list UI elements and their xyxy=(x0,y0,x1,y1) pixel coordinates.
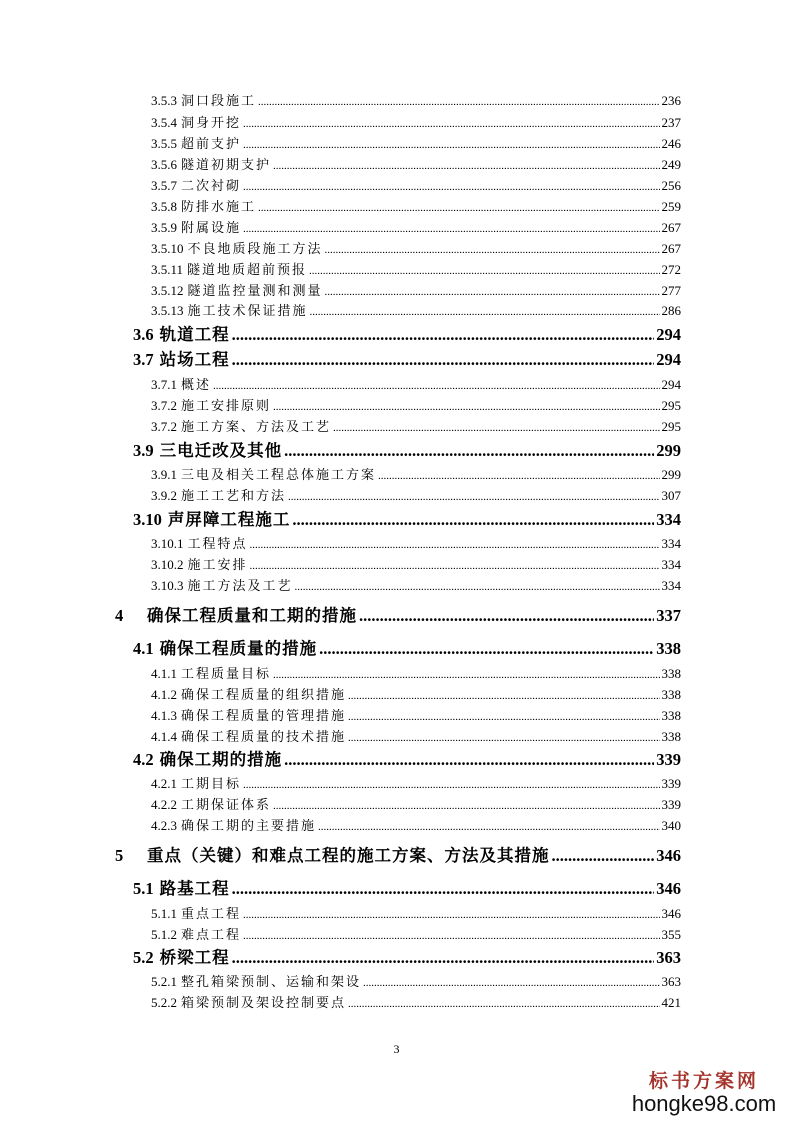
toc-subsection-entry[interactable] xyxy=(151,684,681,704)
toc-entry-title: 声屏障工程施工 xyxy=(167,510,291,529)
toc-entry-title: 施工安排 xyxy=(187,557,248,572)
toc-dot-leader xyxy=(333,419,659,435)
toc-entry-title: 整孔箱梁预制、运输和架设 xyxy=(181,974,362,989)
toc-entry-page: 334 xyxy=(661,557,681,572)
toc-entry-page: 237 xyxy=(661,115,681,130)
toc-entry-number: 3.5.5 xyxy=(151,136,177,151)
toc-entry-number: 3.7.2 xyxy=(151,398,177,413)
toc-entry-number: 5.1.1 xyxy=(151,906,177,921)
toc-entry-title: 施工方法及工艺 xyxy=(187,578,293,593)
toc-dot-leader xyxy=(310,303,660,319)
toc-dot-leader xyxy=(318,818,659,834)
toc-dot-leader xyxy=(309,262,659,278)
toc-dot-leader xyxy=(250,536,660,552)
toc-entry-title: 超前支护 xyxy=(181,136,242,151)
toc-entry-page: 363 xyxy=(656,948,681,967)
page-number: 3 xyxy=(393,1042,400,1056)
toc-subsection-entry[interactable] xyxy=(151,575,681,595)
toc-subsection-entry[interactable] xyxy=(151,374,681,394)
toc-dot-leader xyxy=(284,441,654,461)
toc-dot-leader xyxy=(348,708,659,724)
toc-entry-page: 294 xyxy=(661,377,681,392)
toc-entry-page: 339 xyxy=(661,797,681,812)
toc-chapter-entry[interactable] xyxy=(115,842,681,866)
toc-entry-page: 299 xyxy=(656,441,681,460)
toc-entry-title: 确保工程质量和工期的措施 xyxy=(147,606,357,625)
toc-entry-title: 箱梁预制及架设控制要点 xyxy=(181,995,347,1010)
toc-entry-title: 附属设施 xyxy=(181,220,242,235)
toc-subsection-entry[interactable] xyxy=(151,815,681,835)
toc-subsection-entry[interactable] xyxy=(151,280,681,300)
toc-dot-leader xyxy=(325,241,660,257)
toc-entry-number: 3.7.1 xyxy=(151,377,177,392)
toc-entry-page: 267 xyxy=(661,241,681,256)
toc-entry-page: 267 xyxy=(661,220,681,235)
toc-subsection-entry[interactable] xyxy=(151,903,681,923)
toc-entry-page: 421 xyxy=(661,995,681,1010)
toc-entry-number: 4.2.2 xyxy=(151,797,177,812)
toc-subsection-entry[interactable] xyxy=(151,196,681,216)
toc-entry-number: 3.10.1 xyxy=(151,536,184,551)
toc-entry-title: 三电迁改及其他 xyxy=(159,441,283,460)
toc-chapter-entry[interactable] xyxy=(115,602,681,626)
toc-dot-leader xyxy=(250,557,660,573)
toc-entry-number: 3.9.1 xyxy=(151,467,177,482)
toc-entry-page: 272 xyxy=(661,262,681,277)
toc-entry-number: 5.1.2 xyxy=(151,927,177,942)
toc-section-entry[interactable] xyxy=(133,437,681,461)
toc-entry-title: 隧道监控量测和测量 xyxy=(187,283,323,298)
toc-entry-number: 5.2.1 xyxy=(151,974,177,989)
toc-dot-leader xyxy=(243,927,659,943)
toc-dot-leader xyxy=(295,578,660,594)
toc-entry-title: 施工技术保证措施 xyxy=(187,303,308,318)
toc-subsection-entry[interactable] xyxy=(151,726,681,746)
toc-subsection-entry[interactable] xyxy=(151,259,681,279)
toc-entry-title: 不良地质段施工方法 xyxy=(187,241,323,256)
toc-entry-page: 346 xyxy=(656,846,681,865)
toc-entry-page: 246 xyxy=(661,136,681,151)
toc-subsection-entry[interactable] xyxy=(151,773,681,793)
toc-entry-page: 307 xyxy=(661,488,681,503)
toc-entry-number: 3.9 xyxy=(133,441,154,460)
toc-entry-number: 4.2.3 xyxy=(151,818,177,833)
toc-section-entry[interactable] xyxy=(133,506,681,530)
toc-entry-page: 286 xyxy=(661,303,681,318)
toc-entry-title: 确保工期的措施 xyxy=(159,750,283,769)
toc-entry-number: 4.2 xyxy=(133,750,154,769)
toc-entry-page: 256 xyxy=(661,178,681,193)
toc-subsection-entry[interactable] xyxy=(151,238,681,258)
toc-entry-number: 3.5.13 xyxy=(151,303,184,318)
toc-dot-leader xyxy=(273,157,659,173)
toc-entry-title: 确保工期的主要措施 xyxy=(181,818,317,833)
watermark-logo xyxy=(629,1066,779,1117)
toc-subsection-entry[interactable] xyxy=(151,90,681,110)
toc-entry-page: 339 xyxy=(661,776,681,791)
toc-entry-page: 334 xyxy=(661,578,681,593)
toc-dot-leader xyxy=(363,974,659,990)
toc-entry-page: 259 xyxy=(661,199,681,214)
toc-entry-title: 施工方案、方法及工艺 xyxy=(181,419,332,434)
toc-subsection-entry[interactable] xyxy=(151,794,681,814)
toc-entry-number: 3.7.2 xyxy=(151,419,177,434)
toc-entry-title: 确保工程质量的措施 xyxy=(159,639,318,658)
toc-entry-number: 3.6 xyxy=(133,325,154,344)
toc-entry-number: 5.2.2 xyxy=(151,995,177,1010)
toc-entry-title: 工程质量目标 xyxy=(181,666,272,681)
toc-entry-page: 340 xyxy=(661,818,681,833)
toc-entry-title: 洞口段施工 xyxy=(181,93,257,108)
toc-entry-title: 确保工程质量的技术措施 xyxy=(181,729,347,744)
toc-entry-number: 5.1 xyxy=(133,879,154,898)
toc-subsection-entry[interactable] xyxy=(151,464,681,484)
toc-entry-title: 路基工程 xyxy=(159,879,230,898)
toc-entry-title: 工期保证体系 xyxy=(181,797,272,812)
toc-subsection-entry[interactable] xyxy=(151,416,681,436)
toc-dot-leader xyxy=(258,93,659,109)
toc-entry-number: 3.10 xyxy=(133,510,162,529)
toc-entry-page: 294 xyxy=(656,325,681,344)
toc-entry-page: 294 xyxy=(656,350,681,369)
toc-entry-page: 339 xyxy=(656,750,681,769)
toc-dot-leader xyxy=(213,377,659,393)
toc-subsection-entry[interactable] xyxy=(151,924,681,944)
toc-entry-number: 4.1.3 xyxy=(151,708,177,723)
toc-subsection-entry[interactable] xyxy=(151,217,681,237)
toc-entry-page: 249 xyxy=(661,157,681,172)
toc-section-entry[interactable] xyxy=(133,346,681,370)
toc-entry-page: 277 xyxy=(661,283,681,298)
toc-dot-leader xyxy=(325,283,660,299)
toc-entry-number: 3.10.3 xyxy=(151,578,184,593)
toc-dot-leader xyxy=(378,467,659,483)
toc-entry-title: 施工工艺和方法 xyxy=(181,488,287,503)
toc-entry-number: 4.1.4 xyxy=(151,729,177,744)
toc-dot-leader xyxy=(232,325,655,345)
toc-subsection-entry[interactable] xyxy=(151,705,681,725)
toc-entry-page: 338 xyxy=(661,729,681,744)
watermark-url: hongke98.com xyxy=(631,1091,777,1116)
toc-entry-number: 3.5.6 xyxy=(151,157,177,172)
toc-dot-leader xyxy=(348,729,659,745)
toc-dot-leader xyxy=(273,398,659,414)
toc-dot-leader xyxy=(319,639,654,659)
toc-entry-number: 3.5.7 xyxy=(151,178,177,193)
toc-entry-page: 338 xyxy=(661,666,681,681)
toc-entry-page: 355 xyxy=(661,927,681,942)
toc-entry-page: 338 xyxy=(661,708,681,723)
toc-section-entry[interactable] xyxy=(133,944,681,968)
toc-dot-leader xyxy=(243,906,659,922)
toc-entry-page: 337 xyxy=(656,606,681,625)
toc-entry-number: 3.10.2 xyxy=(151,557,184,572)
toc-entry-title: 难点工程 xyxy=(181,927,242,942)
toc-entry-title: 三电及相关工程总体施工方案 xyxy=(181,467,377,482)
toc-entry-title: 隧道地质超前预报 xyxy=(187,262,308,277)
toc-dot-leader xyxy=(243,115,659,131)
toc-section-entry[interactable] xyxy=(133,746,681,770)
toc-entry-number: 3.5.10 xyxy=(151,241,184,256)
toc-entry-title: 站场工程 xyxy=(159,350,230,369)
toc-entry-number: 4 xyxy=(115,606,124,625)
toc-subsection-entry[interactable] xyxy=(151,154,681,174)
toc-entry-page: 338 xyxy=(656,639,681,658)
toc-entry-number: 3.5.12 xyxy=(151,283,184,298)
toc-subsection-entry[interactable] xyxy=(151,133,681,153)
toc-entry-title: 二次衬砌 xyxy=(181,178,242,193)
toc-dot-leader xyxy=(292,510,654,530)
toc-entry-number: 3.5.3 xyxy=(151,93,177,108)
toc-dot-leader xyxy=(243,776,659,792)
toc-dot-leader xyxy=(273,797,659,813)
toc-entry-page: 295 xyxy=(661,398,681,413)
toc-entry-number: 3.5.8 xyxy=(151,199,177,214)
toc-entry-number: 4.2.1 xyxy=(151,776,177,791)
toc-entry-page: 334 xyxy=(656,510,681,529)
toc-dot-leader xyxy=(284,750,654,770)
toc-entry-number: 5.2 xyxy=(133,948,154,967)
toc-dot-leader xyxy=(552,846,655,866)
toc-entry-title: 隧道初期支护 xyxy=(181,157,272,172)
toc-dot-leader xyxy=(232,350,655,370)
toc-entry-page: 299 xyxy=(661,467,681,482)
toc-entry-title: 确保工程质量的组织措施 xyxy=(181,687,347,702)
toc-entry-title: 工期目标 xyxy=(181,776,242,791)
toc-section-entry[interactable] xyxy=(133,635,681,659)
toc-entry-title: 确保工程质量的管理措施 xyxy=(181,708,347,723)
toc-entry-number: 3.5.4 xyxy=(151,115,177,130)
toc-dot-leader xyxy=(258,199,659,215)
toc-dot-leader xyxy=(243,178,659,194)
toc-dot-leader xyxy=(359,606,654,626)
toc-subsection-entry[interactable] xyxy=(151,300,681,320)
toc-dot-leader xyxy=(273,666,659,682)
toc-entry-title: 桥梁工程 xyxy=(159,948,230,967)
toc-dot-leader xyxy=(232,879,655,899)
toc-dot-leader xyxy=(288,488,659,504)
toc-entry-title: 工程特点 xyxy=(187,536,248,551)
toc-entry-title: 轨道工程 xyxy=(159,325,230,344)
toc-subsection-entry[interactable] xyxy=(151,663,681,683)
toc-entry-page: 338 xyxy=(661,687,681,702)
toc-entry-page: 236 xyxy=(661,93,681,108)
toc-subsection-entry[interactable] xyxy=(151,971,681,991)
toc-subsection-entry[interactable] xyxy=(151,554,681,574)
toc-dot-leader xyxy=(243,220,659,236)
toc-section-entry[interactable] xyxy=(133,875,681,899)
toc-subsection-entry[interactable] xyxy=(151,175,681,195)
toc-entry-title: 重点工程 xyxy=(181,906,242,921)
toc-entry-title: 防排水施工 xyxy=(181,199,257,214)
toc-entry-title: 重点（关键）和难点工程的施工方案、方法及其措施 xyxy=(147,846,550,865)
toc-entry-page: 346 xyxy=(656,879,681,898)
toc-entry-page: 334 xyxy=(661,536,681,551)
toc-entry-number: 4.1.1 xyxy=(151,666,177,681)
toc-entry-number: 4.1.2 xyxy=(151,687,177,702)
toc-entry-number: 3.5.11 xyxy=(151,262,184,277)
toc-entry-title: 施工安排原则 xyxy=(181,398,272,413)
toc-entry-number: 4.1 xyxy=(133,639,154,658)
toc-dot-leader xyxy=(243,136,659,152)
toc-subsection-entry[interactable] xyxy=(151,112,681,132)
watermark-title: 标书方案网 xyxy=(648,1070,759,1092)
toc-entry-number: 5 xyxy=(115,846,124,865)
toc-entry-number: 3.7 xyxy=(133,350,154,369)
toc-subsection-entry[interactable] xyxy=(151,485,681,505)
toc-subsection-entry[interactable] xyxy=(151,395,681,415)
toc-subsection-entry[interactable] xyxy=(151,533,681,553)
toc-entry-number: 3.5.9 xyxy=(151,220,177,235)
toc-entry-number: 3.9.2 xyxy=(151,488,177,503)
toc-dot-leader xyxy=(348,687,659,703)
toc-entry-page: 346 xyxy=(661,906,681,921)
toc-entry-page: 295 xyxy=(661,419,681,434)
toc-section-entry[interactable] xyxy=(133,321,681,345)
toc-entry-title: 概述 xyxy=(181,377,212,392)
toc-dot-leader xyxy=(348,995,659,1011)
toc-dot-leader xyxy=(232,948,655,968)
toc-entry-title: 洞身开挖 xyxy=(181,115,242,130)
toc-subsection-entry[interactable] xyxy=(151,992,681,1012)
toc-entry-page: 363 xyxy=(661,974,681,989)
